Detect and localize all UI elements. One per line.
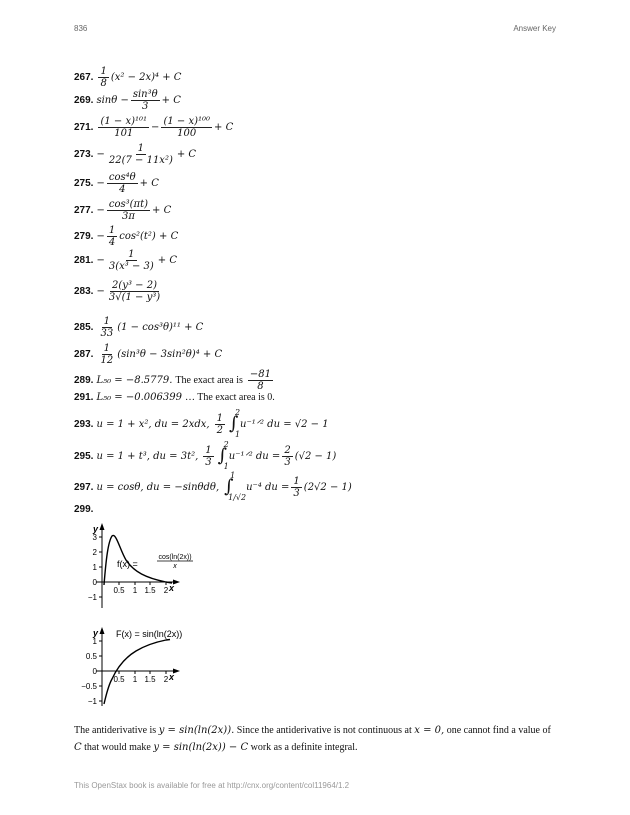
y-axis-arrow-icon bbox=[100, 627, 105, 634]
conclusion-paragraph: The antiderivative is y = sin(ln(2x)). Since the antiderivative is not continuous at x = 0, one cannot find a value of C that would make y = sin(ln(2x)) − C work as a definite integral. bbox=[74, 725, 551, 753]
y-tick-label: 1 bbox=[92, 637, 97, 646]
answer-299: 299. bbox=[74, 504, 94, 515]
answer-275: 275. − $\frac{\text{cos⁴θ}}{4}$ + C bbox=[74, 172, 159, 195]
answer-273: 273. − $\frac{1}{\text{22(7 − 11x²)}}$ + C bbox=[74, 143, 197, 166]
graph-F bbox=[80, 624, 210, 708]
answer-267: 267. $\frac{1}{8}$ (x² − 2x)⁴ + C bbox=[74, 66, 182, 89]
function-label: F(x) = sin(ln(2x)) bbox=[116, 629, 183, 639]
answer-291: 291. L₅₀ = −0.006399 … The exact area is 0. bbox=[74, 392, 275, 403]
y-tick-label: 0.5 bbox=[85, 652, 97, 661]
y-tick-label: −1 bbox=[87, 593, 97, 602]
x-axis-arrow-icon bbox=[173, 669, 180, 674]
function-label: f(x) = bbox=[117, 559, 138, 569]
y-tick-label: 1 bbox=[92, 563, 97, 572]
y-tick-label: 0 bbox=[92, 667, 97, 676]
answer-289: 289. L₅₀ = −8.5779. The exact area is $\frac{-81}{8}$ bbox=[74, 369, 271, 392]
x-tick-label: 1.5 bbox=[144, 586, 156, 595]
function-numerator: cos(ln(2x)) bbox=[158, 554, 192, 561]
curve-F bbox=[104, 640, 170, 705]
answer-271: 271. $\frac{\text{(1 − x)¹⁰¹}}{101}$ − $\frac{\text{(1 − x)¹⁰⁰}}{100}$ + C bbox=[74, 116, 234, 139]
answer-281: 281. − $\frac{1}{\text{3(x³ − 3)}}$ + C bbox=[74, 249, 177, 272]
y-tick-label: 3 bbox=[92, 533, 97, 542]
x-tick-label: 1 bbox=[132, 675, 138, 684]
answer-269: 269. sinθ − $\frac{\text{sin³θ}}{3}$ + C bbox=[74, 89, 181, 112]
x-axis-arrow-icon bbox=[173, 580, 180, 585]
x-tick-label: 2 bbox=[163, 675, 169, 684]
x-tick-label: 0.5 bbox=[113, 675, 125, 684]
x-tick-label: 0.5 bbox=[113, 586, 125, 595]
y-tick-label: 0 bbox=[92, 578, 97, 587]
answer-285: 285. $\frac{1}{33}$ (1 − cos³θ)¹¹ + C bbox=[74, 316, 204, 339]
x-tick-label: 1 bbox=[132, 586, 138, 595]
answer-293: 293. u = 1 + x², du = 2xdx, $\frac{1}{2}$ 2 ∫ 1 u⁻¹ᐟ² du = √2 − 1 bbox=[74, 408, 329, 439]
answer-297: 297. u = cosθ, du = −sinθdθ, 1 ∫ 1/√2 u⁻⁴ du = $\frac{1}{3}$ (2√2 − 1) bbox=[74, 471, 352, 502]
y-axis-arrow-icon bbox=[100, 523, 105, 530]
y-axis-label: y bbox=[93, 524, 99, 534]
answer-279: 279. − $\frac{1}{4}$ cos²(t²) + C bbox=[74, 225, 179, 248]
y-tick-label: −1 bbox=[87, 697, 97, 706]
x-tick-label: 2 bbox=[163, 586, 169, 595]
page-number: 836 bbox=[74, 24, 88, 33]
answer-283: 283. − $\frac{\text{2(y³ − 2)}}{\text{3√(1 − y³)}}$ bbox=[74, 280, 161, 303]
x-axis-label: x bbox=[169, 672, 175, 682]
section-title: Answer Key bbox=[513, 24, 556, 33]
x-axis-label: x bbox=[169, 583, 175, 593]
y-tick-label: −0.5 bbox=[81, 682, 97, 691]
graph-f bbox=[80, 520, 210, 612]
y-axis-label: y bbox=[93, 628, 99, 638]
function-denominator: x bbox=[173, 563, 177, 570]
x-tick-label: 1.5 bbox=[144, 675, 156, 684]
answer-287: 287. $\frac{1}{12}$ (sin³θ − 3sin²θ)⁴ + C bbox=[74, 343, 223, 366]
y-tick-label: 2 bbox=[92, 548, 97, 557]
answer-295: 295. u = 1 + t³, du = 3t², $\frac{1}{3}$ 2 ∫ 1 u⁻¹ᐟ² du = $\frac{2}{3}$ (√2 − 1) bbox=[74, 440, 337, 471]
footer-text: This OpenStax book is available for free at http://cnx.org/content/col11964/1.2 bbox=[74, 781, 350, 790]
answer-277: 277. − $\frac{\text{cos³(πt)}}{3\pi}$ + C bbox=[74, 199, 172, 222]
